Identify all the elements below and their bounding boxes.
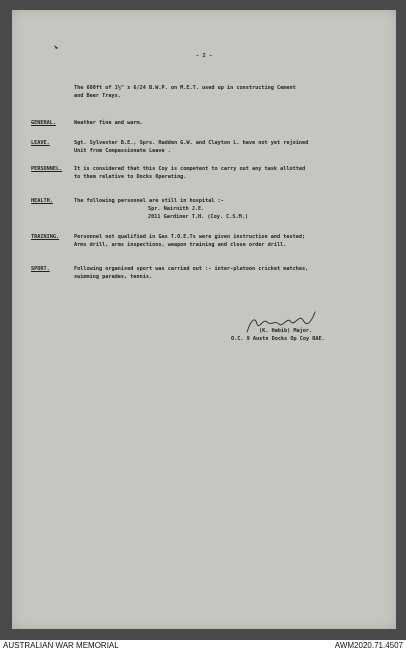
heading-training: TRAINING. <box>31 234 60 240</box>
footer-institution: AUSTRALIAN WAR MEMORIAL <box>3 641 119 650</box>
heading-leave: LEAVE. <box>31 140 50 146</box>
heading-health: HEALTH. <box>31 198 53 204</box>
intro-paragraph: The 600ft of 1½" x 6/24 B.W.P. on M.E.T. used up in constructing Cement and Beer Trays. <box>74 85 296 99</box>
training-text: Personnel not qualified in Gas T.O.E.Ts were given instruction and tested; Arms drill, arms inspections, weapon training and close order drill. <box>74 234 306 248</box>
heading-general: GENERAL. <box>31 120 56 126</box>
personnel-text: It is considered that this Coy is competent to carry out any task allotted to them relative to Docks Operating. <box>74 166 306 180</box>
signature-name: (K. Habib) Major. <box>259 328 313 334</box>
health-text: The following personnel are still in hospital :- <box>74 198 224 204</box>
signature-title: O.C. 9 Austn Docks Op Coy RAE. <box>231 336 325 342</box>
hospital-name: 2011 Gardiner T.H. (Coy. C.S.M.) <box>148 214 248 220</box>
page-number: - 2 - <box>195 53 213 59</box>
document-page <box>12 10 396 629</box>
footer-bar <box>0 640 406 653</box>
hospital-name: Spr. Nairnith J.E. <box>148 206 205 212</box>
general-text: Weather fine and warm. <box>74 120 143 126</box>
sport-text: Following organised sport was carried out :- inter-platoon cricket matches, swimming parades, tennis. <box>74 266 309 280</box>
ink-mark-icon <box>54 45 58 49</box>
leave-text: Sgt. Sylvester B.E., Sprs. Hadden G.W. and Clayton L. have not yet rejoined Unit from Compassionate Leave . <box>74 140 309 154</box>
heading-sport: SPORT. <box>31 266 50 272</box>
heading-personnel: PERSONNEL. <box>31 166 63 172</box>
footer-catalog-id: AWM2020.71.4507 <box>334 641 403 650</box>
